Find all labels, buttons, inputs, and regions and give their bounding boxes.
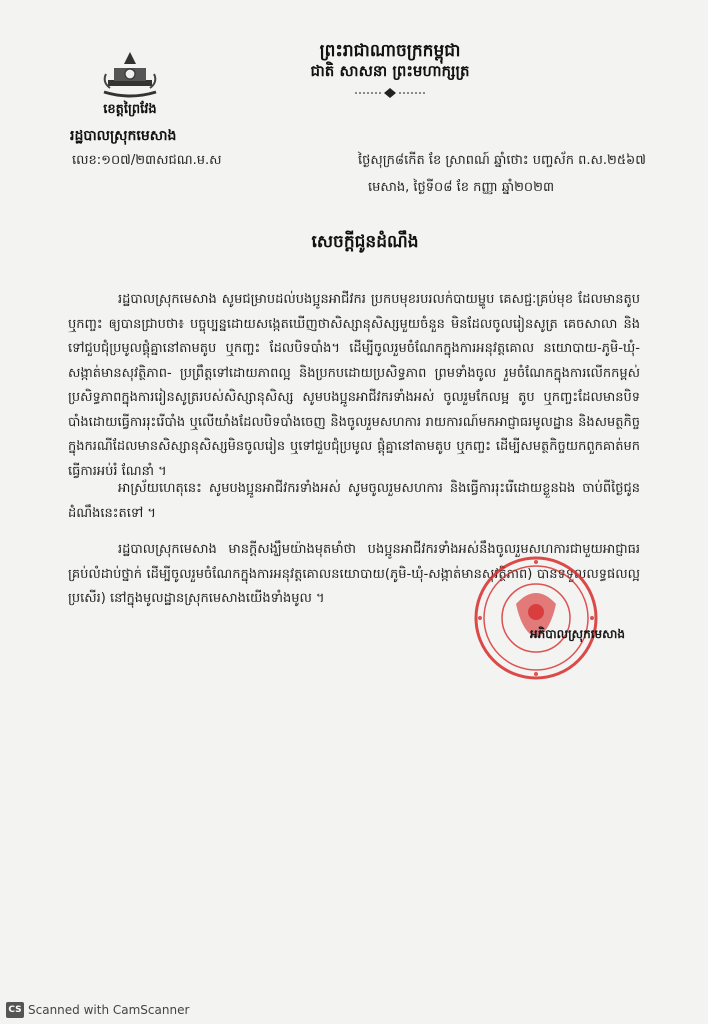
notice-title: សេចក្តីជូនដំណឹង (311, 232, 419, 252)
scanner-watermark (6, 1002, 189, 1018)
paragraph-text: រដ្ឋបាលស្រុកមេសាង សូមជម្រាបដល់បងប្អូនអាជីវករ ប្រកបមុខរបរលក់បាយម្ហូប គេសជ្ជៈគ្រប់មុខ ដែលមានតូប ឬកញ្ចះ ឲ្យបានជ្រាបថា៖ បច្ចុប្បន្នដោយសង្កេតឃើញថាសិស្សានុសិស្សមួយចំនួន មិនដែលចូលរៀនសូត្រ គេចសាលា និងទៅជួបជុំប្រមូលផ្តុំគ្នានៅតាមតូប ឬកញ្ចះ ដែលបិទបាំង។ ដើម្បីចូលរួមចំណែកក្នុងការអនុវត្តគោល នយោបាយ-ភូមិ-ឃុំ-សង្កាត់មានសុវត្ថិភាព- ប្រព្រឹត្តទៅដោយភាពល្អ និងប្រកបដោយប្រសិទ្ធភាព ព្រមទាំងចូល រួមចំណែកក្នុងការលើកកម្ពស់ប្រសិទ្ធភាពក្នុងការរៀនសូត្ររបស់សិស្សានុសិស្ស សូមបងប្អូនអាជីវករទាំងអស់ ចូលរួមកែលម្អ តូប ឬកញ្ចះដែលមានបិទបាំងដោយធ្វើការរុះរើបាំង ឬលើយាំងដែលបិទបាំងចេញ និងចូលរួមសហការ រាយការណ៍មកអាជ្ញាធរមូលដ្ឋាន និងសមត្ថកិច្ច ក្នុងករណីដែលមានសិស្សានុសិស្សមិនចូលរៀន ឬទៅជួបជុំប្រមូល ផ្តុំគ្នានៅតាមតូប ឬកញ្ចះ ដើម្បីសមត្ថកិច្ចយកពួកគាត់មកធ្វើការអប់រំ ណែនាំ ។ (68, 292, 640, 479)
body-paragraph-2 (68, 477, 640, 526)
reference-number: លេខ:១០៧/២៣សជណ.ម.ស (72, 153, 222, 168)
province-name: ខេត្តព្រៃវែង (103, 102, 157, 117)
signature-title: អភិបាលស្រុកមេសាង (530, 627, 625, 641)
paragraph-text: អាស្រ័យហេតុនេះ សូមបងប្អូនអាជីវករទាំងអស់ សូមចូលរួមសហការ និងធ្វើការរុះរើដោយខ្លួនឯង ចាប់ពីថ្ងៃជូនដំណឹងនេះតទៅ ។ (68, 481, 640, 521)
scanner-label: Scanned with CamScanner (28, 1003, 190, 1017)
ornament-divider-icon (355, 87, 425, 99)
lunar-date: ថ្ងៃសុក្រ៨កើត ខែ ស្រាពណ៍ ឆ្នាំថោះ បញ្ចស័ក ព.ស.២៥៦៧ (358, 153, 646, 168)
kingdom-title: ព្រះរាជាណាចក្រកម្ពុជា (319, 41, 461, 61)
paragraph-text: រដ្ឋបាលស្រុកមេសាង មានក្តីសង្ឃឹមយ៉ាងមុតមាំថា បងប្អូនអាជីវករទាំងអស់នឹងចូលរួមសហការជាមួយអាជ្ញាធរគ្រប់លំដាប់ថ្នាក់ ដើម្បីចូលរួមចំណែកក្នុងការអនុវត្តគោលនយោបាយ(ភូមិ-ឃុំ-សង្កាត់មានសុវត្ថិភាព) បានទទួលលទ្ធផលល្អប្រសើរ) នៅក្នុងមូលដ្ឋានស្រុកមេសាងយើងទាំងមូល ។ (68, 542, 640, 606)
district-administration: រដ្ឋបាលស្រុកមេសាង (70, 128, 177, 144)
camscanner-logo-icon: CS (6, 1002, 24, 1018)
solar-date: មេសាង, ថ្ងៃទី០៨ ខែ កញ្ញា ឆ្នាំ២០២៣ (368, 180, 555, 195)
national-motto: ជាតិ សាសនា ព្រះមហាក្សត្រ (310, 62, 470, 80)
body-paragraph-1 (68, 288, 640, 484)
ministry-emblem-icon (100, 50, 160, 100)
official-seal-icon (460, 552, 612, 684)
